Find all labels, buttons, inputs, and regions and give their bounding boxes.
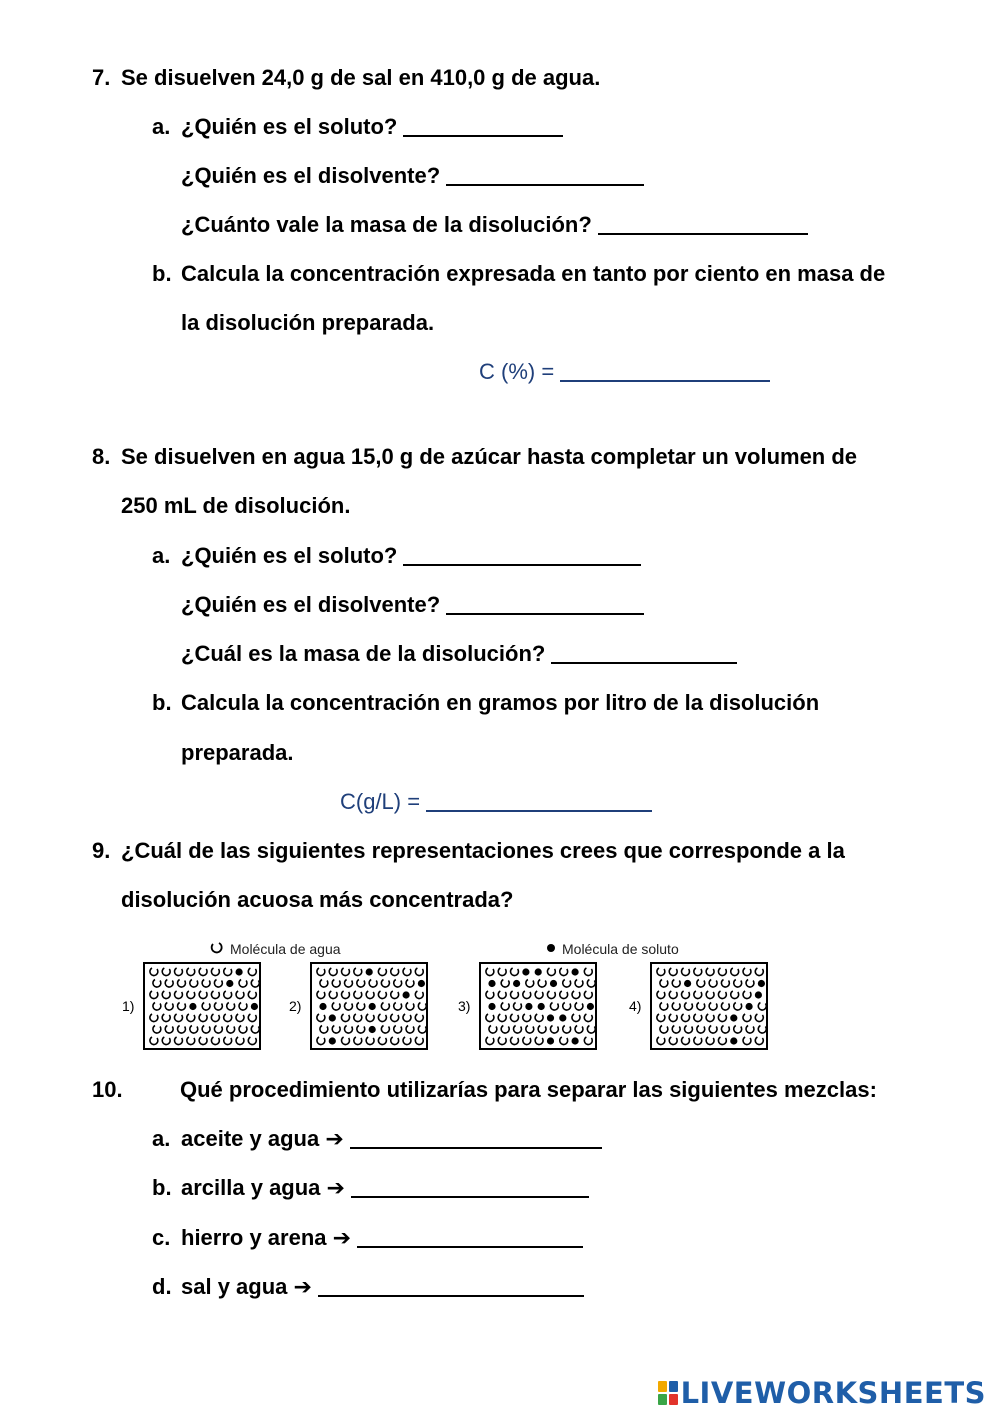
- solute-dot: [572, 968, 579, 975]
- q7-a-row3: [181, 211, 808, 239]
- option-box[interactable]: [122, 963, 260, 1049]
- q7-number: 7.: [92, 65, 111, 90]
- solute-dot: [535, 968, 542, 975]
- q9-line1: ¿Cuál de las siguientes representaciones crees que corresponde a la: [121, 838, 845, 863]
- q7-text: Se disuelven 24,0 g de sal en 410,0 g de agua.: [121, 65, 601, 90]
- q7-disolvente-input[interactable]: [446, 162, 644, 186]
- q8-a-row1: [152, 542, 641, 570]
- q8-statement-line1: [92, 443, 857, 471]
- legend-solute-label: Molécula de soluto: [562, 941, 679, 957]
- q8-soluto-input[interactable]: [403, 542, 641, 566]
- solute-dot: [329, 1037, 336, 1044]
- solute-dot: [758, 980, 765, 987]
- q10-c-input[interactable]: [357, 1224, 583, 1248]
- solute-dot: [513, 980, 520, 987]
- q10-item-letter: d.: [152, 1274, 172, 1299]
- q7-b-line2: la disolución preparada.: [181, 310, 435, 335]
- q10-item-text: aceite y agua: [181, 1126, 320, 1151]
- q8-a1-text: ¿Quién es el soluto?: [181, 543, 398, 568]
- q7-a3-text: ¿Cuánto vale la masa de la disolución?: [181, 212, 592, 237]
- solute-dot: [587, 1003, 594, 1010]
- q10-item-text: hierro y arena: [181, 1225, 327, 1250]
- solute-dot: [236, 968, 243, 975]
- solute-dot: [538, 1003, 545, 1010]
- q10-item-letter: c.: [152, 1225, 171, 1250]
- solute-dot: [572, 1037, 579, 1044]
- solute-dot: [418, 980, 425, 987]
- q10-item-text: arcilla y agua: [181, 1175, 321, 1200]
- q10-item-c: [152, 1224, 583, 1252]
- q10-item-b: [152, 1174, 589, 1202]
- q10-item-letter: b.: [152, 1175, 172, 1200]
- q10-item-d: [152, 1273, 584, 1301]
- solute-dot: [525, 1003, 532, 1010]
- q8-b-letter: b.: [152, 690, 172, 715]
- q8-a3-text: ¿Cuál es la masa de la disolución?: [181, 641, 546, 666]
- q8-b-line1: Calcula la concentración en gramos por litro de la disolución: [181, 690, 820, 715]
- q10-statement: [92, 1076, 877, 1104]
- option-label: 2): [289, 998, 302, 1014]
- q8-a2-text: ¿Quién es el disolvente?: [181, 592, 441, 617]
- q7-b-row1: [152, 260, 885, 288]
- q10-b-input[interactable]: [351, 1174, 589, 1198]
- q7-statement: [92, 64, 600, 92]
- solute-dot: [488, 980, 495, 987]
- solute-dot: [226, 980, 233, 987]
- solute-dot: [329, 1014, 336, 1021]
- logo-mark-icon: [658, 1381, 678, 1405]
- arrow-right-icon: ➔: [326, 1175, 345, 1200]
- q10-item-letter: a.: [152, 1126, 171, 1151]
- q10-item-a: [152, 1125, 602, 1153]
- solute-dot: [550, 980, 557, 987]
- q8-b-line2: preparada.: [181, 740, 294, 765]
- solute-dot: [403, 991, 410, 998]
- q8-concentration-input[interactable]: [426, 788, 652, 812]
- q7-b-line1: Calcula la concentración expresada en tanto por ciento en masa de: [181, 261, 886, 286]
- solute-molecule-icon: [547, 944, 555, 952]
- q8-a-row3: [181, 640, 737, 668]
- q7-concentration-input[interactable]: [560, 358, 770, 382]
- q10-a-input[interactable]: [350, 1125, 602, 1149]
- q8-formula-row: [340, 788, 652, 816]
- q10-item-text: sal y agua: [181, 1274, 288, 1299]
- legend-water-label: Molécula de agua: [230, 941, 341, 957]
- q8-statement-line2: [121, 492, 350, 520]
- arrow-right-icon: ➔: [325, 1126, 344, 1151]
- q9-statement-line2: [121, 886, 513, 914]
- q8-line2: 250 mL de disolución.: [121, 493, 351, 518]
- q7-soluto-input[interactable]: [403, 113, 563, 137]
- solute-dot: [559, 1014, 566, 1021]
- brand-name: LIVEWORKSHEETS: [680, 1376, 986, 1410]
- solute-dot: [189, 1003, 196, 1010]
- solute-dot: [547, 1014, 554, 1021]
- q7-b-letter: b.: [152, 261, 172, 286]
- q8-formula-label: C(g/L) =: [340, 789, 421, 814]
- q8-disolvente-input[interactable]: [446, 591, 644, 615]
- solute-dot: [755, 991, 762, 998]
- q8-number: 8.: [92, 444, 111, 469]
- q9-number: 9.: [92, 838, 111, 863]
- option-label: 3): [458, 998, 471, 1014]
- q9-statement-line1: [92, 837, 845, 865]
- q7-a-row1: [152, 113, 563, 141]
- q7-formula-row: [479, 358, 770, 386]
- q7-a1-text: ¿Quién es el soluto?: [181, 114, 398, 139]
- q8-b-row2: [181, 739, 294, 767]
- q10-text: Qué procedimiento utilizarías para separar las siguientes mezclas:: [180, 1077, 877, 1102]
- solute-dot: [684, 980, 691, 987]
- q8-b-row1: [152, 689, 819, 717]
- solute-dot: [730, 1037, 737, 1044]
- q7-b-row2: [181, 309, 434, 337]
- q7-a2-text: ¿Quién es el disolvente?: [181, 163, 441, 188]
- q7-masa-input[interactable]: [598, 211, 808, 235]
- option-box[interactable]: [458, 963, 596, 1049]
- q8-a-row2: [181, 591, 644, 619]
- arrow-right-icon: ➔: [293, 1274, 312, 1299]
- q8-masa-input[interactable]: [551, 640, 737, 664]
- solute-dot: [366, 968, 373, 975]
- solute-dot: [488, 1003, 495, 1010]
- solute-dot: [369, 1003, 376, 1010]
- particle-diagram: [110, 936, 790, 1056]
- q7-a-letter: a.: [152, 114, 171, 139]
- q7-formula-label: C (%) =: [479, 359, 555, 384]
- option-box[interactable]: [629, 963, 767, 1049]
- option-box[interactable]: [289, 963, 427, 1049]
- solute-dot: [547, 1037, 554, 1044]
- q7-a-row2: [181, 162, 644, 190]
- option-label: 1): [122, 998, 135, 1014]
- water-molecule-icon: [212, 943, 222, 952]
- arrow-right-icon: ➔: [332, 1225, 352, 1250]
- solute-dot: [319, 1003, 326, 1010]
- q8-line1: Se disuelven en agua 15,0 g de azúcar hasta completar un volumen de: [121, 444, 858, 469]
- solute-dot: [522, 968, 529, 975]
- q8-a-letter: a.: [152, 543, 171, 568]
- liveworksheets-logo[interactable]: [658, 1376, 986, 1410]
- solute-dot: [730, 1014, 737, 1021]
- q10-d-input[interactable]: [318, 1273, 584, 1297]
- q10-number: 10.: [92, 1077, 123, 1102]
- option-label: 4): [629, 998, 642, 1014]
- solute-dot: [746, 1003, 753, 1010]
- solute-dot: [251, 1003, 258, 1010]
- q9-line2: disolución acuosa más concentrada?: [121, 887, 514, 912]
- diagram-legend: [212, 941, 679, 957]
- solute-dot: [369, 1026, 376, 1033]
